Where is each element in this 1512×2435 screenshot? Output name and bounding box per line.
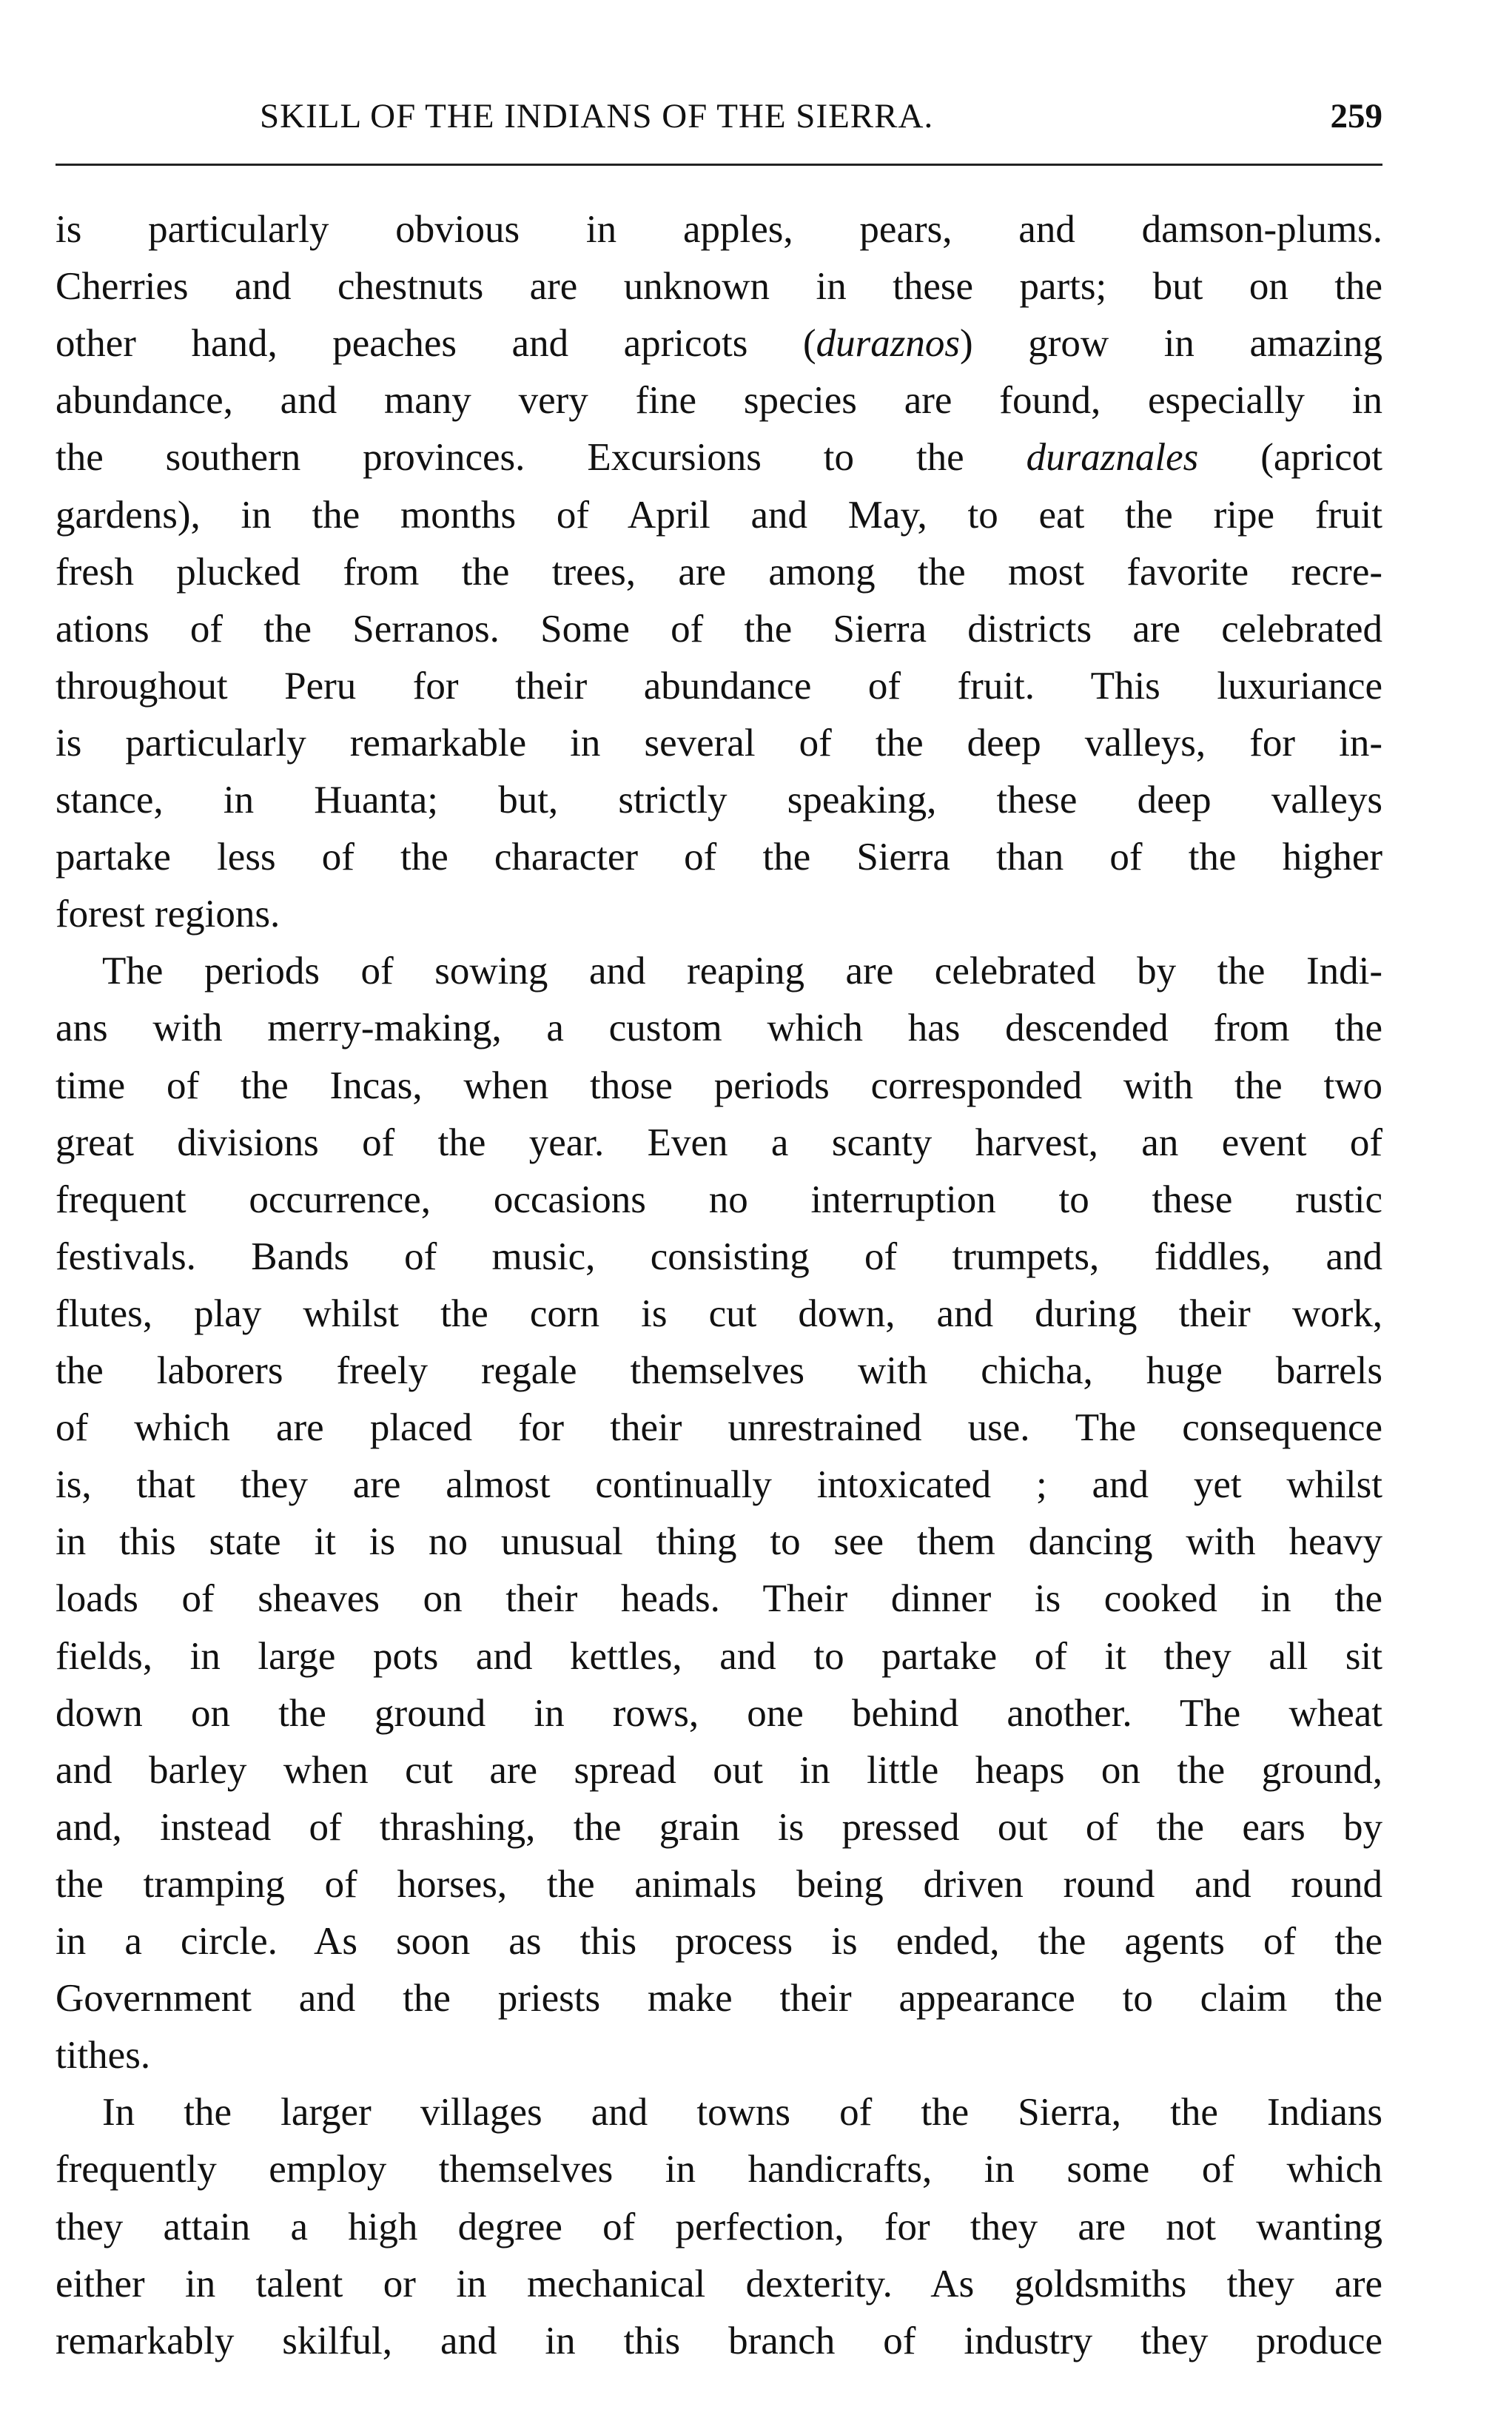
text-segment: partake less of the character of the Sierra than of the higher: [56, 836, 1382, 879]
text-line: [56, 829, 1382, 886]
text-segment: Government and the priests make their appearance to claim the: [56, 1977, 1382, 2021]
text-line: [56, 772, 1382, 829]
text-line: [102, 943, 1382, 1000]
text-segment: ans with merry-making, a custom which has descended from the: [56, 1007, 1382, 1050]
text-line: [56, 1115, 1382, 1172]
text-line: [56, 1400, 1382, 1457]
header-rule: [56, 164, 1382, 166]
text-line: [56, 258, 1382, 315]
text-line: [56, 1628, 1382, 1685]
text-segment: remarkably skilful, and in this branch of industry they produce: [56, 2319, 1382, 2362]
text-segment: ations of the Serranos. Some of the Sierra districts are celebrated: [56, 607, 1382, 651]
text-segment: gardens), in the months of April and May, to eat the ripe fruit: [56, 493, 1382, 537]
text-segment: throughout Peru for their abundance of fruit. This luxuriance: [56, 664, 1382, 708]
text-segment: other hand, peaches and apricots (: [56, 322, 816, 366]
text-line: [56, 2027, 1382, 2084]
text-line: [102, 2084, 1382, 2141]
italic-term: duraznales: [1026, 436, 1199, 480]
text-segment: Cherries and chestnuts are unknown in these parts; but on the: [56, 265, 1382, 309]
text-segment: great divisions of the year. Even a scanty harvest, an event of: [56, 1121, 1382, 1164]
text-segment: abundance, and many very fine species are found, especially in: [56, 379, 1382, 423]
text-line: [56, 2199, 1382, 2256]
text-line: [56, 1172, 1382, 1229]
page-header: [56, 90, 1382, 142]
text-line: [56, 658, 1382, 715]
text-segment: stance, in Huanta; but, strictly speaking, these deep valleys: [56, 779, 1382, 822]
text-line: [56, 1229, 1382, 1286]
running-title: SKILL OF THE INDIANS OF THE SIERRA.: [260, 97, 934, 135]
text-line: [56, 1457, 1382, 1514]
text-segment: fields, in large pots and kettles, and to partake of it they all sit: [56, 1634, 1382, 1678]
text-segment: frequently employ themselves in handicrafts, in some of which: [56, 2148, 1382, 2192]
text-line: [56, 315, 1382, 372]
text-segment: The periods of sowing and reaping are celebrated by the Indi-: [102, 950, 1382, 993]
text-line: [56, 601, 1382, 658]
text-line: [56, 429, 1382, 486]
text-line: [56, 1970, 1382, 2027]
text-segment: the tramping of horses, the animals being driven round and round: [56, 1862, 1382, 1906]
text-segment: in this state it is no unusual thing to see them dancing with heavy: [56, 1520, 1382, 1564]
text-line: [56, 1685, 1382, 1742]
text-line: [56, 2313, 1382, 2370]
italic-term: duraznos: [816, 322, 961, 366]
text-line: [56, 201, 1382, 258]
text-segment: and barley when cut are spread out in little heaps on the ground,: [56, 1748, 1382, 1792]
text-line: [56, 1000, 1382, 1057]
text-line: [56, 1742, 1382, 1799]
text-segment: frequent occurrence, occasions no interruption to these rustic: [56, 1178, 1382, 1221]
text-segment: is, that they are almost continually intoxicated ; and yet whilst: [56, 1463, 1382, 1507]
text-segment: (apricot: [1198, 436, 1383, 480]
text-segment: of which are placed for their unrestrained use. The consequence: [56, 1406, 1382, 1450]
text-segment: forest regions.: [56, 893, 280, 936]
text-line: [56, 1571, 1382, 1628]
text-line: [56, 2141, 1382, 2198]
text-line: [56, 1514, 1382, 1571]
text-line: [56, 487, 1382, 544]
text-line: [56, 1286, 1382, 1343]
text-line: [56, 372, 1382, 429]
page-number: 259: [1330, 97, 1382, 135]
text-segment: the laborers freely regale themselves with chicha, huge barrels: [56, 1349, 1382, 1392]
text-line: [56, 1913, 1382, 1970]
text-segment: they attain a high degree of perfection, for they are not wanting: [56, 2205, 1382, 2248]
text-segment: tithes.: [56, 2034, 151, 2078]
text-line: [56, 1058, 1382, 1115]
text-segment: flutes, play whilst the corn is cut down, and during their work,: [56, 1292, 1382, 1335]
text-segment: In the larger villages and towns of the Sierra, the Indians: [102, 2091, 1382, 2135]
text-segment: down on the ground in rows, one behind another. The wheat: [56, 1691, 1382, 1735]
text-line: [56, 1343, 1382, 1400]
text-line: [56, 544, 1382, 601]
text-segment: and, instead of thrashing, the grain is pressed out of the ears by: [56, 1805, 1382, 1849]
text-segment: ) grow in amazing: [960, 322, 1383, 366]
text-segment: fresh plucked from the trees, are among the most favorite recre-: [56, 550, 1382, 594]
text-segment: loads of sheaves on their heads. Their dinner is cooked in the: [56, 1577, 1382, 1621]
text-line: [56, 2256, 1382, 2313]
text-segment: time of the Incas, when those periods corresponded with the two: [56, 1064, 1382, 1107]
text-segment: is particularly obvious in apples, pears, and damson-plums.: [56, 208, 1382, 251]
text-line: [56, 1856, 1382, 1913]
text-line: [56, 715, 1382, 772]
text-line: [56, 886, 1382, 943]
text-segment: the southern provinces. Excursions to the: [56, 436, 1027, 480]
text-segment: either in talent or in mechanical dexterity. As goldsmiths they are: [56, 2262, 1382, 2305]
text-segment: festivals. Bands of music, consisting of trumpets, fiddles, and: [56, 1235, 1382, 1278]
text-line: [56, 1799, 1382, 1856]
text-segment: in a circle. As soon as this process is ended, the agents of the: [56, 1920, 1382, 1963]
text-segment: is particularly remarkable in several of the deep valleys, for in-: [56, 721, 1382, 765]
